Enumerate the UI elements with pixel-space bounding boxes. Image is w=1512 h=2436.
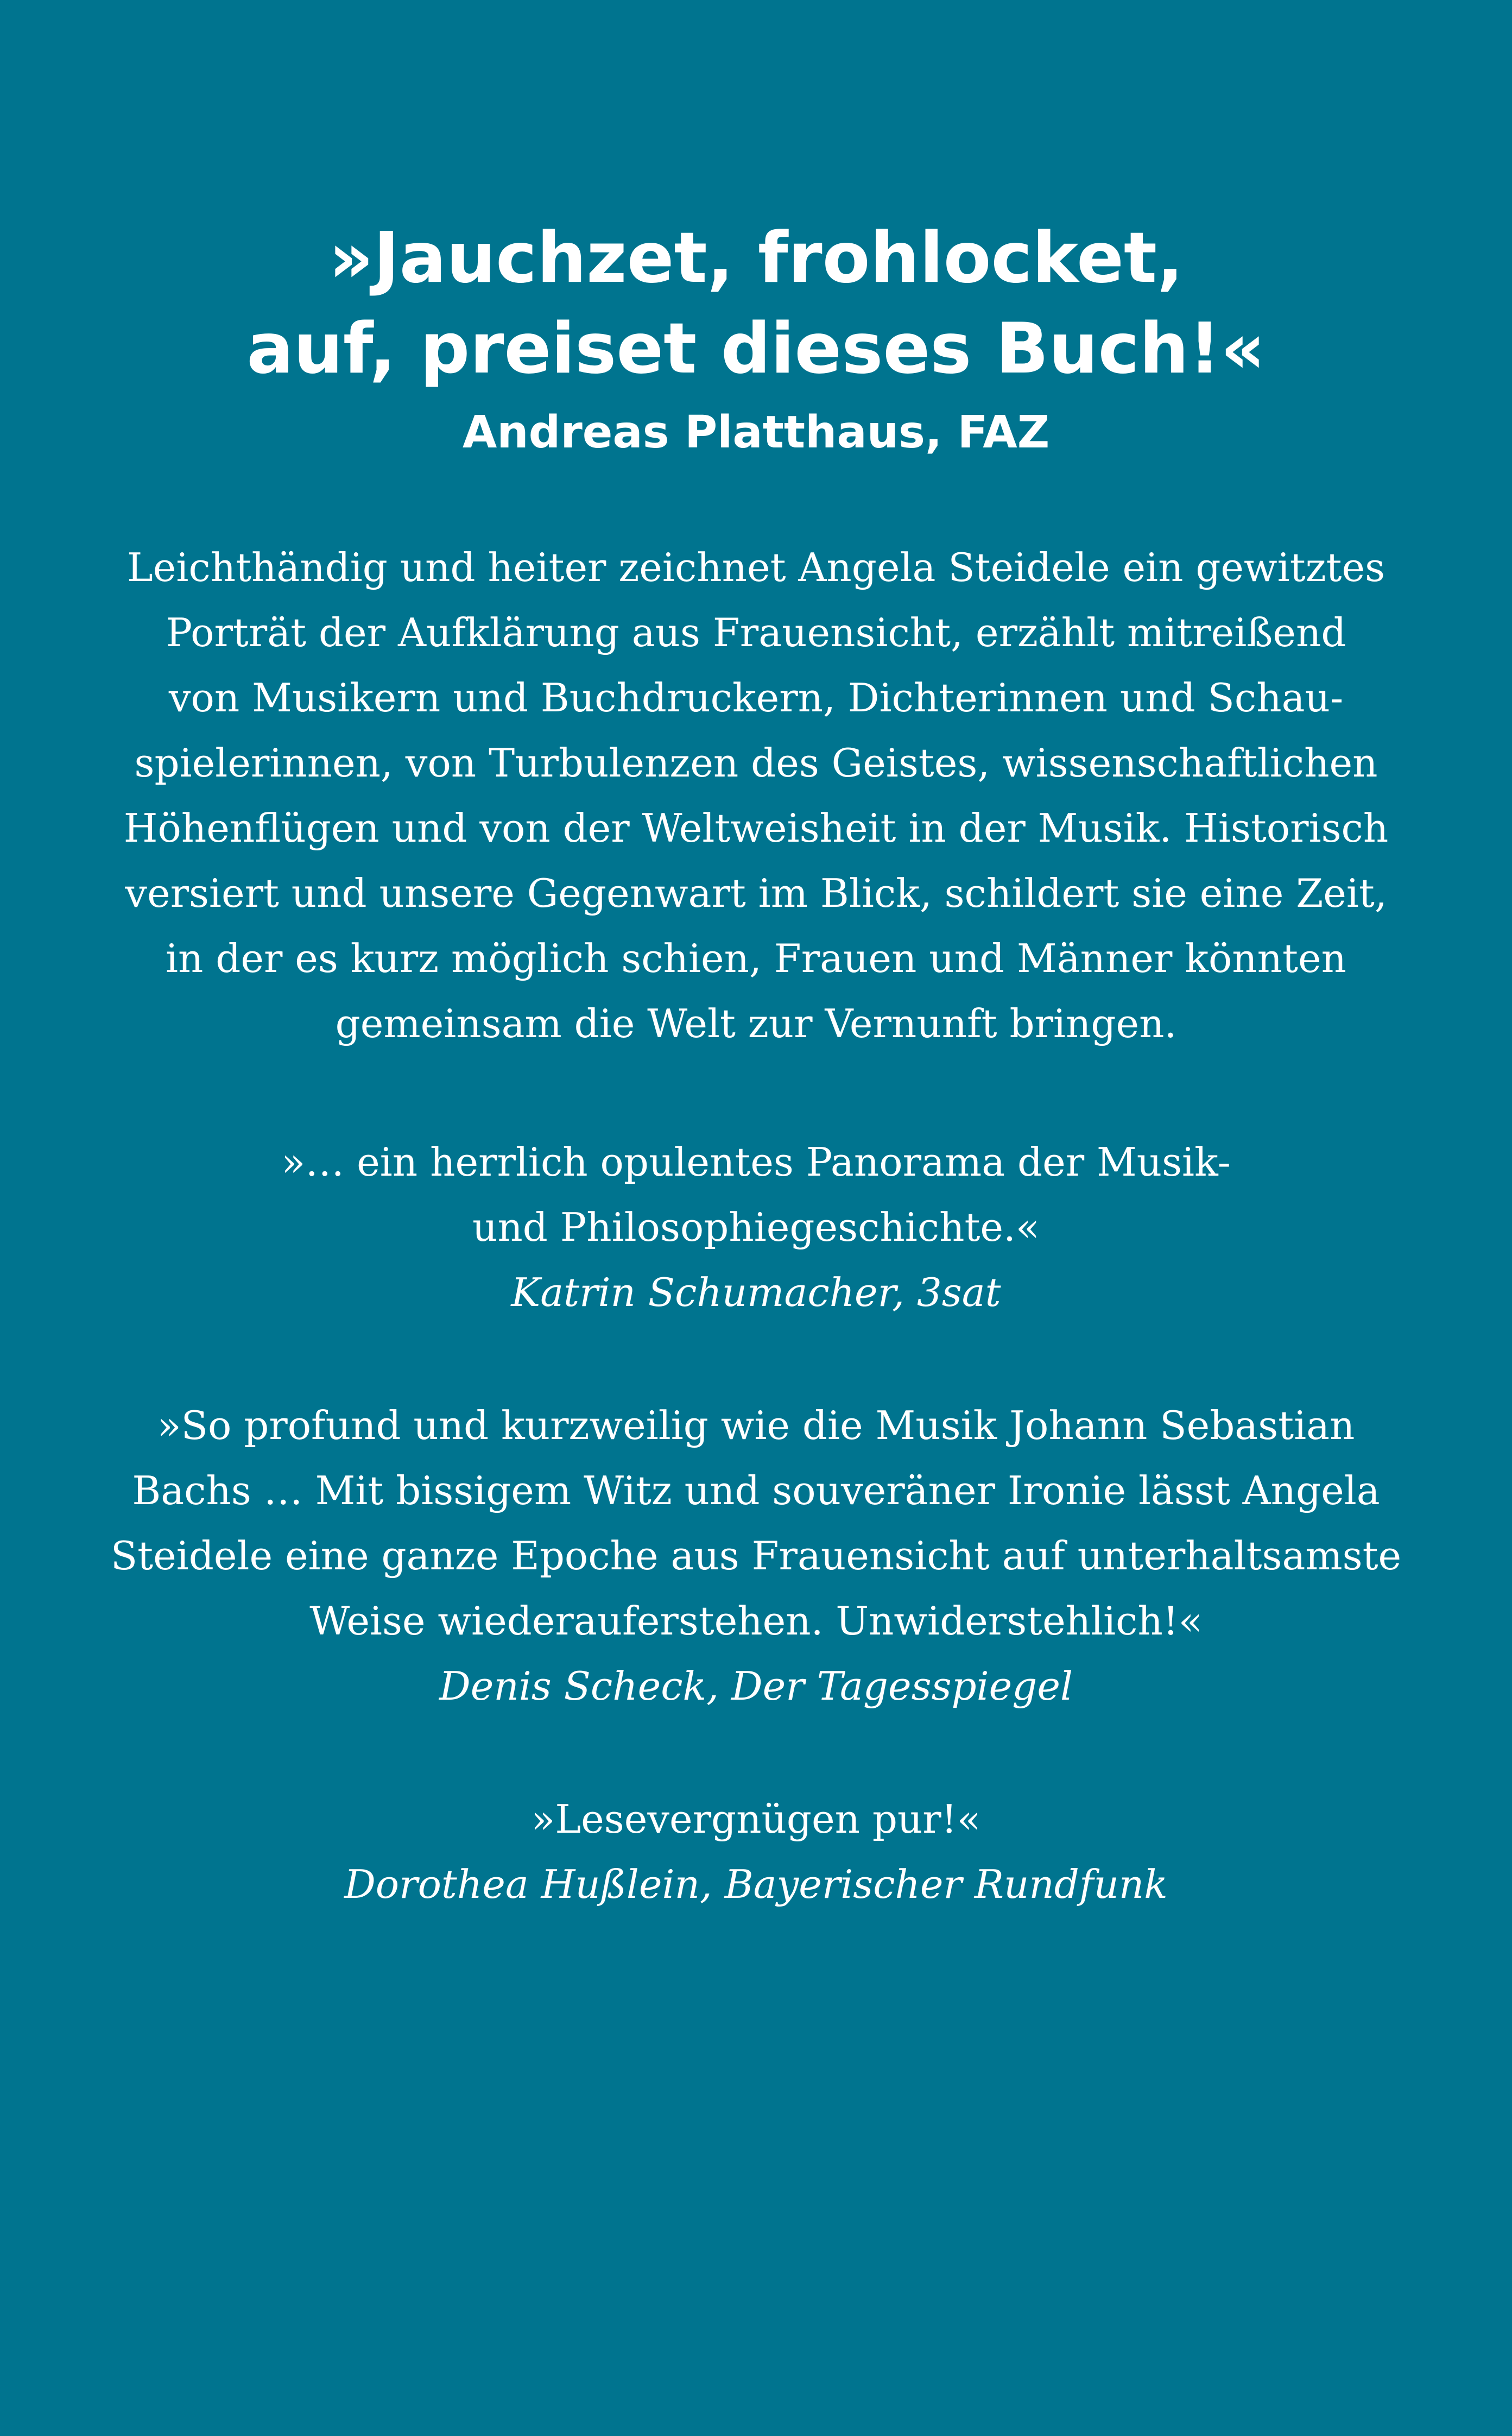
blurb-paragraph <box>0 535 1512 1056</box>
blurb-line: Höhenflügen und von der Weltweisheit in der Musik. Historisch <box>123 805 1389 851</box>
quote-source: Denis Scheck, Der Tagesspiegel <box>439 1663 1073 1709</box>
quote-line: Weise wiederauferstehen. Unwiderstehlich!« <box>309 1598 1203 1644</box>
review-quote <box>0 1129 1512 1325</box>
headline-line: »Jauchzet, frohlocket, <box>328 218 1184 299</box>
quote-source: Katrin Schumacher, 3sat <box>511 1270 1001 1315</box>
blurb-line: von Musikern und Buchdruckern, Dichterinnen und Schau- <box>168 675 1344 721</box>
blurb-line: Porträt der Aufklärung aus Frauensicht, erzählt mitreißend <box>166 610 1346 655</box>
blurb-line: versiert und unsere Gegenwart im Blick, schildert sie eine Zeit, <box>125 870 1387 916</box>
blurb-line: in der es kurz möglich schien, Frauen und Männer könnten <box>166 936 1346 981</box>
quote-line: und Philosophiegeschichte.« <box>472 1204 1040 1250</box>
blurb-line: spielerinnen, von Turbulenzen des Geistes, wissenschaftlichen <box>134 740 1378 786</box>
quote-line: »… ein herrlich opulentes Panorama der Musik- <box>281 1139 1231 1185</box>
review-quote <box>0 1393 1512 1719</box>
quote-line: »Lesevergnügen pur!« <box>531 1796 981 1842</box>
blurb-line: Leichthändig und heiter zeichnet Angela Steidele ein gewitztes <box>126 545 1386 590</box>
quote-line: »So profund und kurzweilig wie die Musik Johann Sebastian <box>157 1403 1355 1448</box>
review-quote <box>0 1787 1512 1917</box>
headline-line: auf, preiset dieses Buch!« <box>246 308 1266 389</box>
quote-line: Bachs … Mit bissigem Witz und souveräner Ironie lässt Angela <box>132 1468 1380 1513</box>
quote-source: Dorothea Hußlein, Bayerischer Rundfunk <box>344 1861 1168 1907</box>
headline-quote <box>0 213 1512 394</box>
quote-line: Steidele eine ganze Epoche aus Frauensicht auf unterhaltsamste <box>110 1533 1402 1579</box>
headline-source: Andreas Platthaus, FAZ <box>462 407 1050 458</box>
blurb-line: gemeinsam die Welt zur Vernunft bringen. <box>335 1001 1177 1046</box>
